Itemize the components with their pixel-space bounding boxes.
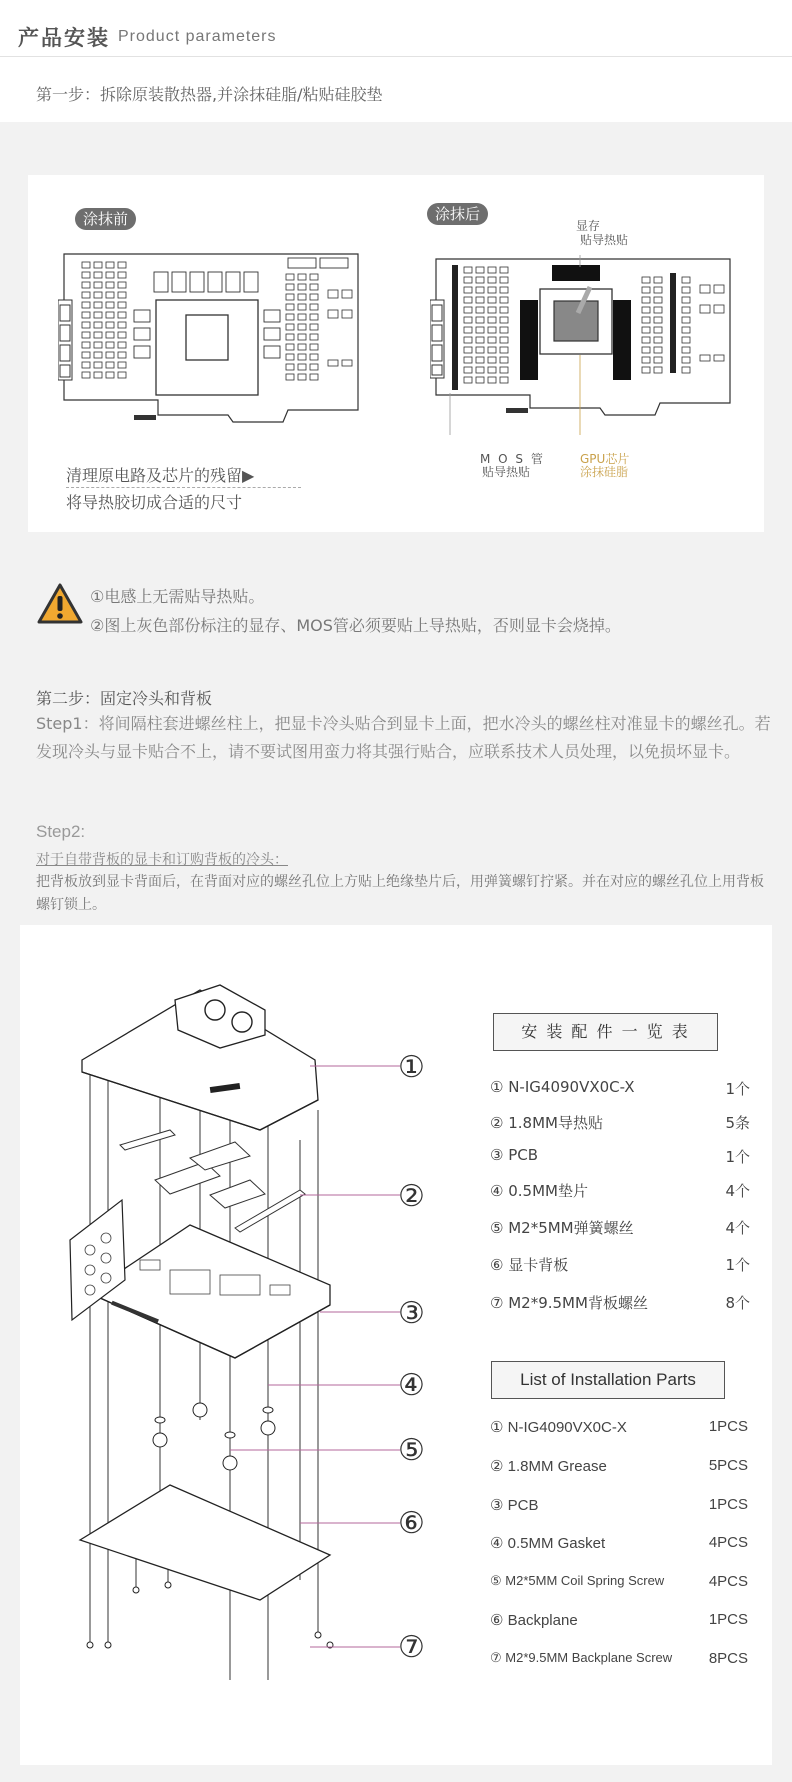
parts-cn-row: ① N-IG4090VX0C-X 1个 — [490, 1078, 750, 1098]
gpu-label-line2: 涂抹硅脂 — [580, 465, 629, 479]
callout-2: ② — [398, 1179, 425, 1214]
warning-line1: ①电感上无需贴导热贴。 — [90, 587, 265, 606]
parts-cn-row: ⑤ M2*5MM弹簧螺丝 4个 — [490, 1219, 750, 1237]
parts-cn-title: 安 装 配 件 一 览 表 — [493, 1013, 718, 1051]
warning-line2: ②图上灰色部份标注的显存、MOS管必须要贴上导热贴，否则显卡会烧掉。 — [90, 616, 621, 635]
header-divider — [0, 56, 792, 57]
step2-paragraph2: 把背板放到显卡背面后，在背面对应的螺丝孔位上方贴上绝缘垫片后，用弹簧螺钉拧紧。并在对应的螺丝孔位上用背板螺钉锁上。 — [36, 874, 764, 913]
warning-icon — [36, 582, 84, 626]
caption-line1: 清理原电路及芯片的残留▶ — [66, 466, 255, 485]
parts-cn-row: ② 1.8MM导热贴 5条 — [490, 1114, 750, 1132]
parts-en-row: ③ PCB 1PCS — [490, 1496, 748, 1514]
callout-4: ④ — [398, 1368, 425, 1403]
after-label: 涂抹后 — [427, 203, 488, 225]
callout-6: ⑥ — [398, 1506, 425, 1541]
caption-line2: 将导热胶切成合适的尺寸 — [66, 493, 243, 512]
callout-5: ⑤ — [398, 1433, 425, 1468]
parts-en-row: ② 1.8MM Grease 5PCS — [490, 1457, 748, 1475]
pcb-after-diagram — [430, 255, 735, 435]
memory-label-line2: 贴导热贴 — [580, 233, 629, 247]
before-label: 涂抹前 — [75, 208, 136, 230]
step2-title: 第二步：固定冷头和背板 — [36, 689, 213, 708]
parts-cn-row: ⑥ 显卡背板 1个 — [490, 1256, 750, 1274]
pcb-before-diagram — [58, 250, 363, 430]
gpu-label-line1: GPU芯片 — [580, 452, 630, 466]
step2-subheading: 对于自带背板的显卡和订购背板的冷头： — [36, 852, 288, 868]
mos-label-line2: 贴导热贴 — [482, 465, 531, 479]
callout-3: ③ — [398, 1296, 425, 1331]
parts-en-row: ⑤ M2*5MM Coil Spring Screw 4PCS — [490, 1573, 748, 1590]
parts-en-row: ⑥ Backplane 1PCS — [490, 1611, 748, 1629]
parts-en-row: ⑦ M2*9.5MM Backplane Screw 8PCS — [490, 1650, 748, 1667]
step2-subtitle: Step2: — [36, 822, 86, 841]
caption-divider — [66, 487, 301, 488]
parts-cn-row: ④ 0.5MM垫片 4个 — [490, 1182, 750, 1200]
parts-cn-row: ③ PCB 1个 — [490, 1146, 750, 1166]
page-title: 产品安装 — [18, 26, 110, 50]
parts-en-row: ④ 0.5MM Gasket 4PCS — [490, 1534, 748, 1552]
step1-title: 第一步：拆除原装散热器,并涂抹硅脂/粘贴硅胶垫 — [36, 85, 383, 104]
page-subtitle: Product parameters — [118, 28, 277, 45]
callout-7: ⑦ — [398, 1630, 425, 1665]
step2-paragraph1: Step1：将间隔柱套进螺丝柱上，把显卡冷头贴合到显卡上面，把水冷头的螺丝柱对准显卡的螺丝孔。若发现冷头与显卡贴合不上，请不要试图用蛮力将其强行贴合，应联系技术人员处理，以免损坏显卡。 — [36, 714, 771, 761]
callout-1: ① — [398, 1050, 425, 1085]
parts-en-title: List of Installation Parts — [491, 1361, 725, 1399]
mos-label-line1: M O S 管 — [480, 452, 545, 466]
exploded-assembly-diagram — [60, 980, 440, 1680]
memory-label-line1: 显存 — [576, 219, 601, 233]
parts-cn-row: ⑦ M2*9.5MM背板螺丝 8个 — [490, 1294, 750, 1312]
parts-en-row: ① N-IG4090VX0C-X 1PCS — [490, 1418, 748, 1436]
